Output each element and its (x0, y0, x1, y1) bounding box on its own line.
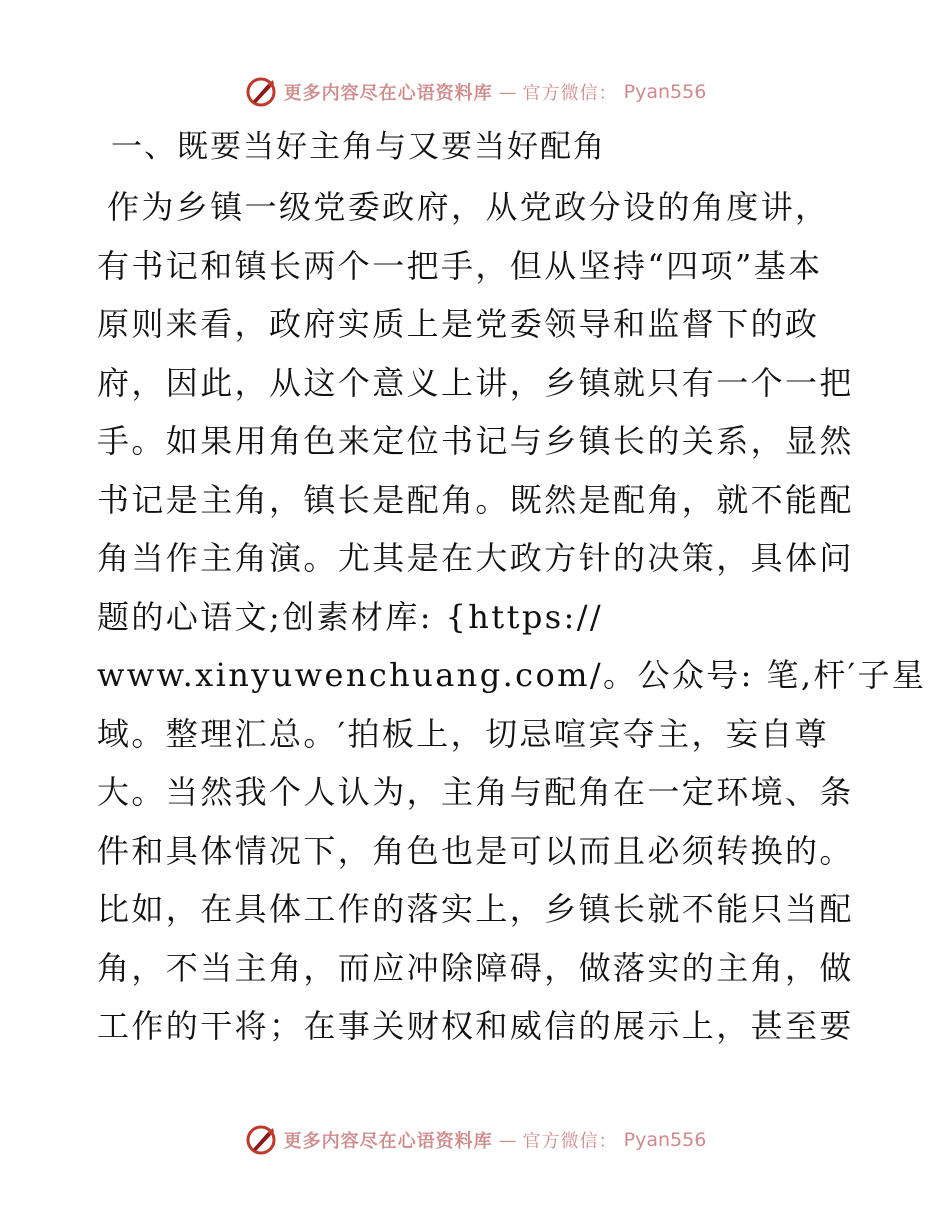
section-heading: 一、既要当好主角与又要当好配角 (111, 129, 606, 165)
paragraph-line: www.xinyuwenchuang.com/。公众号: 笔,杆′子星 (97, 656, 927, 694)
paragraph-line: 作为乡镇一级党委政府，从党政分设的角度讲， (107, 188, 830, 226)
paragraph-line: 域。整理汇总。′拍板上，切忌喧宾夺主，妄自尊 (97, 714, 830, 753)
paragraph-line: 府，因此，从这个意义上讲，乡镇就只有一个一把 (97, 363, 854, 402)
paragraph-line: 书记是主角，镇长是配角。既然是配角，就不能配 (97, 480, 854, 519)
watermark-wechat-id: Pyan556 (623, 1129, 707, 1151)
paragraph-line: 件和具体情况下，角色也是可以而且必须转换的。 (97, 831, 854, 870)
quill-pen-logo-icon (244, 75, 278, 109)
watermark-sub-text: 官方微信： (522, 83, 618, 104)
paragraph-line: 角当作主角演。尤其是在大政方针的决策，具体问 (97, 539, 854, 577)
paragraph-line: 原则来看，政府实质上是党委领导和监督下的政 (97, 305, 820, 343)
watermark-sub-text: 官方微信： (522, 1131, 618, 1152)
paragraph-line: 有书记和镇长两个一把手，但从坚持“四项”基本 (97, 246, 823, 285)
document-body (97, 122, 927, 1056)
watermark-main-text: 更多内容尽在心语资料库 (283, 1131, 493, 1152)
watermark-header (0, 72, 950, 112)
watermark-separator: — (498, 81, 517, 103)
watermark-footer (0, 1120, 950, 1160)
paragraph-line: 大。当然我个人认为，主角与配角在一定环境、条 (97, 773, 854, 811)
watermark-separator: — (498, 1129, 517, 1151)
watermark-main-text: 更多内容尽在心语资料库 (283, 83, 493, 104)
paragraph-line: 比如，在具体工作的落实上，乡镇长就不能只当配 (97, 890, 854, 928)
paragraph-line: 工作的干将；在事关财权和威信的展示上，甚至要 (97, 1007, 854, 1045)
watermark-wechat-id: Pyan556 (623, 81, 707, 103)
paragraph-line: 题的心语文;创素材库: {https:// (97, 597, 604, 636)
paragraph-line: 手。如果用角色来定位书记与乡镇长的关系，显然 (97, 422, 854, 460)
quill-pen-logo-icon (244, 1123, 278, 1157)
paragraph-line: 角，不当主角，而应冲除障碍，做落实的主角，做 (97, 948, 854, 987)
paragraph (97, 178, 927, 1056)
